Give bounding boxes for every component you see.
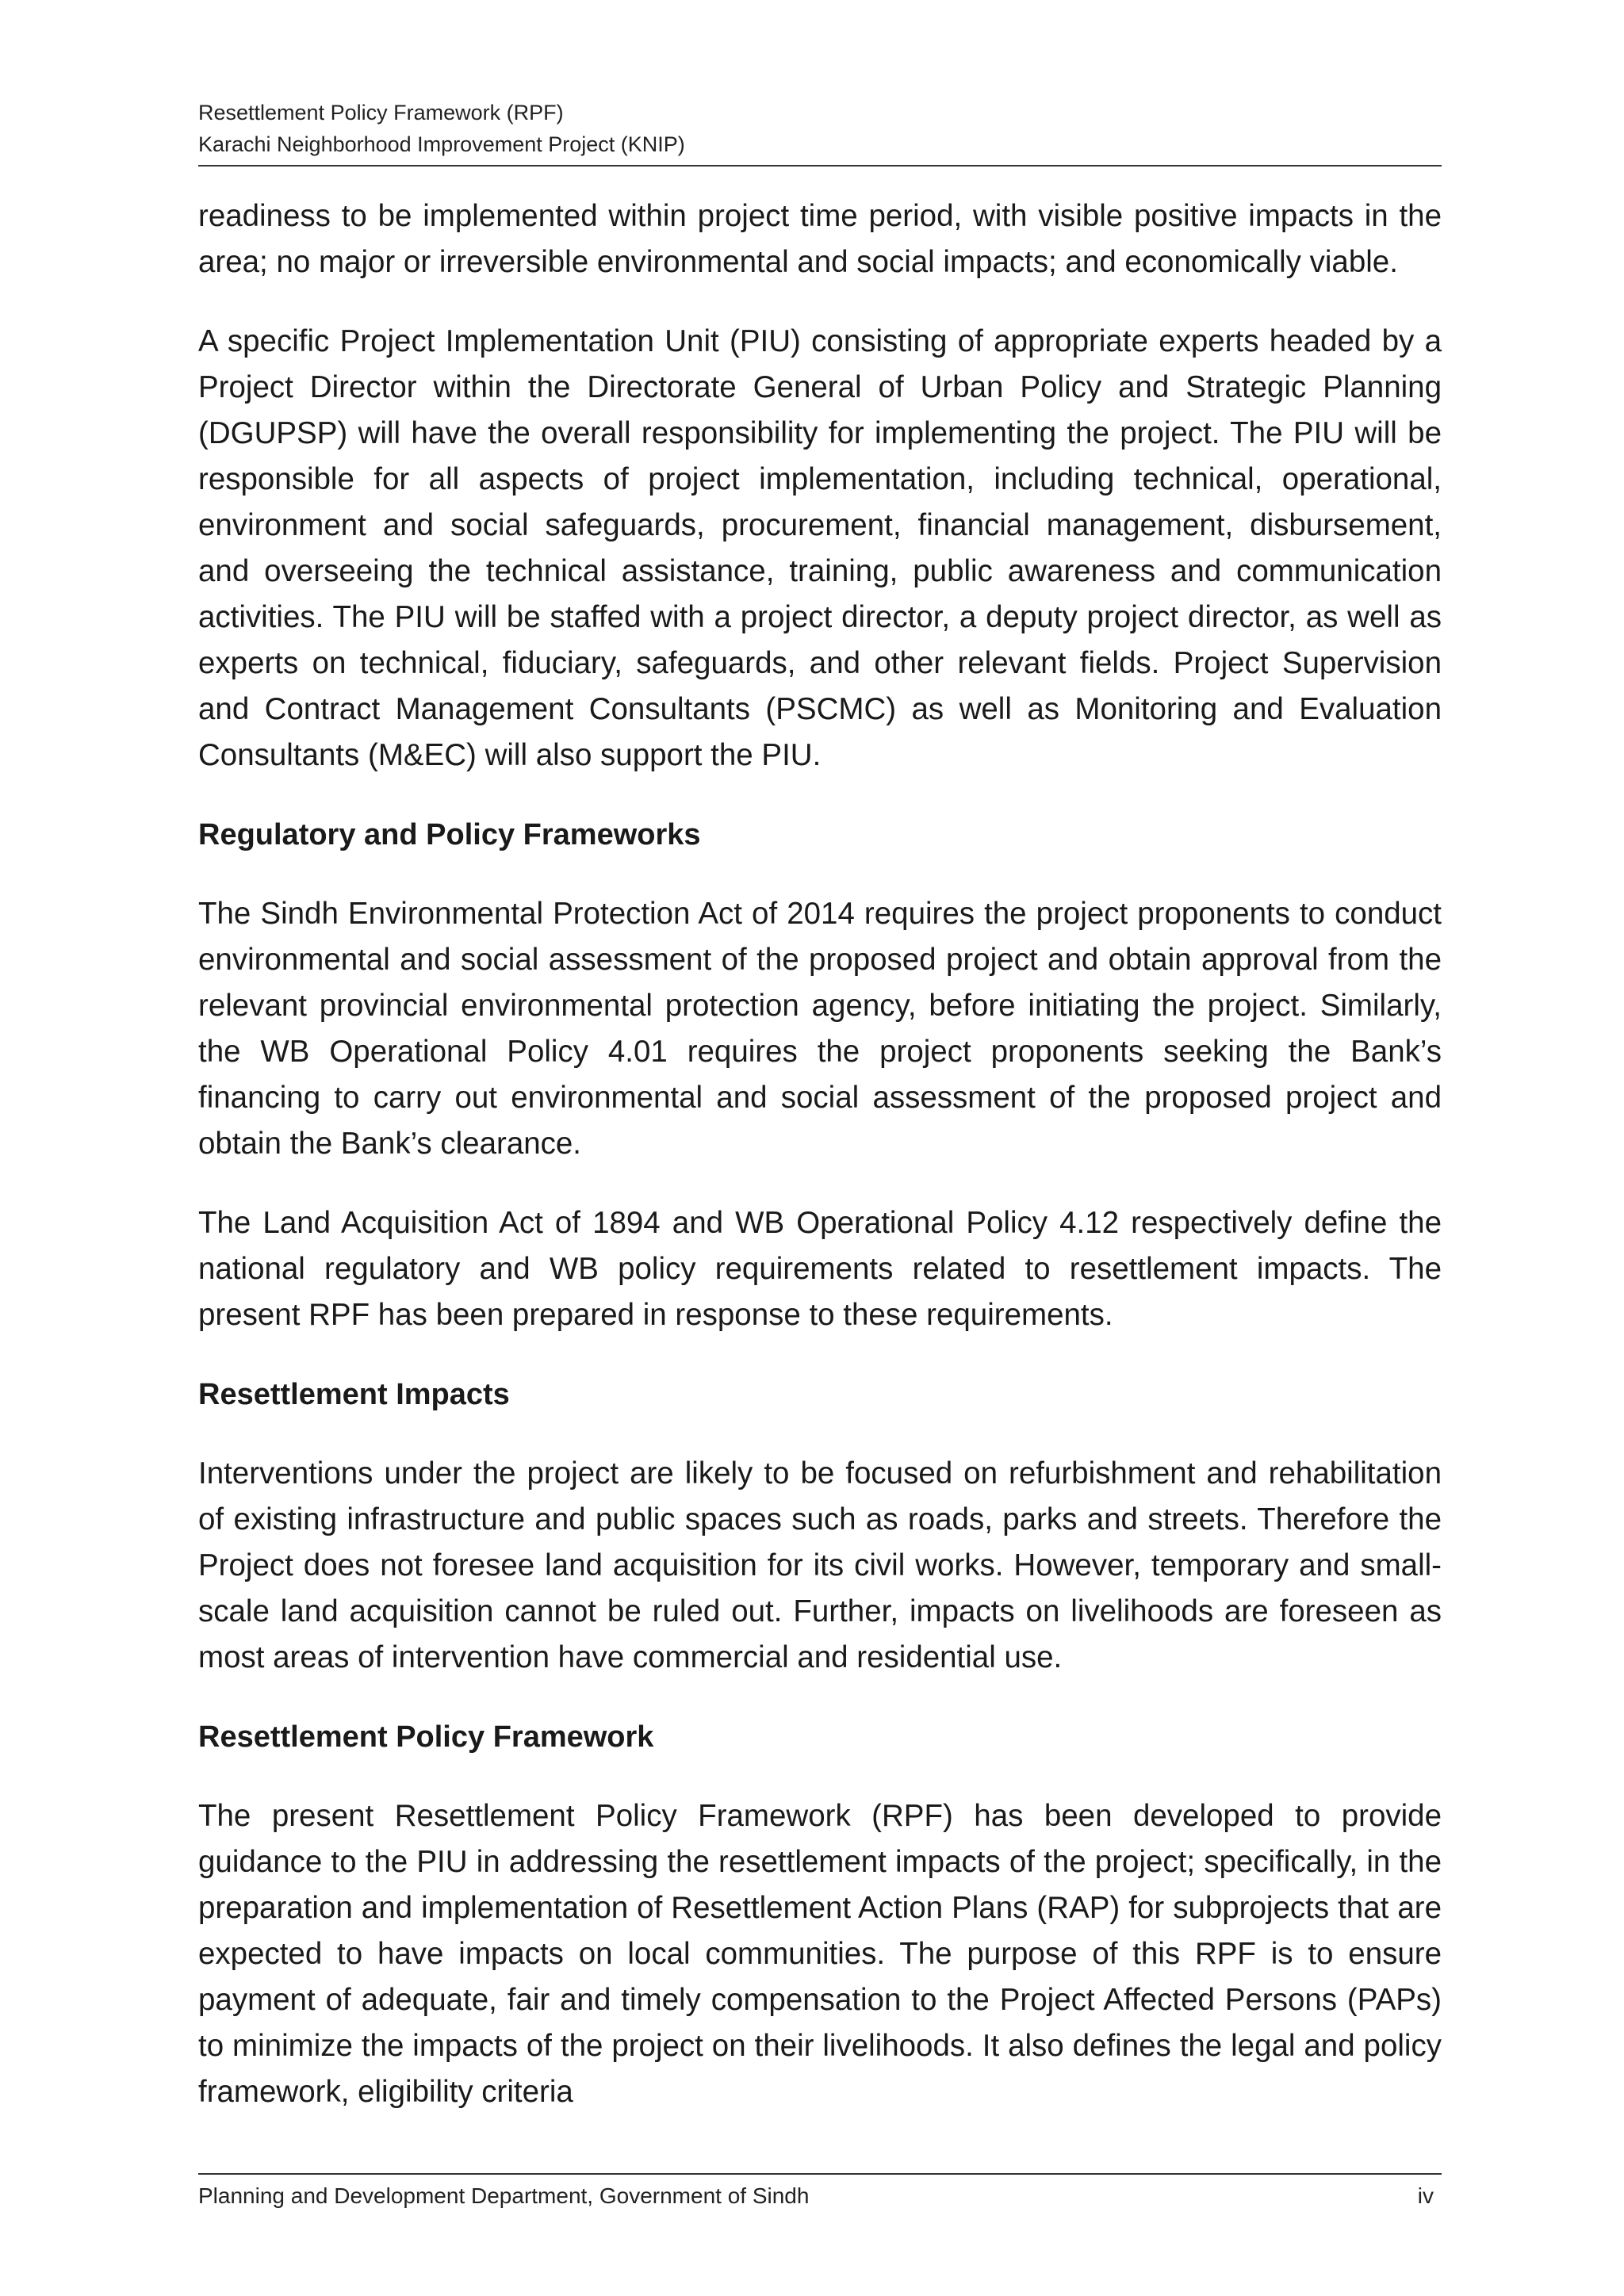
heading-resettlement-policy-framework: Resettlement Policy Framework bbox=[198, 1720, 654, 1754]
body-content bbox=[198, 193, 1442, 2149]
footer-divider bbox=[198, 2173, 1442, 2175]
paragraph-piu: A specific Project Implementation Unit (PIU) consisting of appropriate experts headed by a Project Director within the Directorate General of Urban Policy and Strategic Planning (DGUPSP) will have the overall responsibility for implementing the project. The PIU will be responsible for all aspects of project implementation, including technical, operational, environment and social safeguards, procurement, financial management, disbursement, and overseeing the technical assistance, training, public awareness and communication activities. The PIU will be staffed with a project director, a deputy project director, as well as experts on technical, fiduciary, safeguards, and other relevant fields. Project Supervision and Contract Management Consultants (PSCMC) as well as Monitoring and Evaluation Consultants (M&EC) will also support the PIU. bbox=[198, 324, 1442, 772]
header-project-title: Karachi Neighborhood Improvement Project (KNIP) bbox=[198, 132, 685, 156]
running-header bbox=[198, 97, 1442, 160]
heading-regulatory-frameworks: Regulatory and Policy Frameworks bbox=[198, 818, 701, 851]
footer-department: Planning and Development Department, Government of Sindh bbox=[198, 2183, 810, 2208]
page-number: iv bbox=[1417, 2183, 1434, 2208]
header-divider bbox=[198, 165, 1442, 166]
paragraph-rpf-purpose: The present Resettlement Policy Framework (RPF) has been developed to provide guidance to the PIU in addressing the resettlement impacts of the project; specifically, in the preparation and implementation of Resettlement Action Plans (RAP) for subprojects that are expected to have impacts on local communities. The purpose of this RPF is to ensure payment of adequate, fair and timely compensation to the Project Affected Persons (PAPs) to minimize the impacts of the project on their livelihoods. It also defines the legal and policy framework, eligibility criteria bbox=[198, 1799, 1442, 2109]
paragraph-interventions: Interventions under the project are likely to be focused on refurbishment and rehabilitation of existing infrastructure and public spaces such as roads, parks and streets. Therefore the Project does not foresee land acquisition for its civil works. However, temporary and small-scale land acquisition cannot be ruled out. Further, impacts on livelihoods are foreseen as most areas of intervention have commercial and residential use. bbox=[198, 1456, 1442, 1674]
running-footer bbox=[198, 2179, 1442, 2213]
paragraph-land-acquisition-act: The Land Acquisition Act of 1894 and WB Operational Policy 4.12 respectively define the national regulatory and WB policy requirements related to resettlement impacts. The present RPF has been prepared in response to these requirements. bbox=[198, 1206, 1442, 1332]
header-document-title: Resettlement Policy Framework (RPF) bbox=[198, 101, 564, 124]
paragraph-project-readiness: readiness to be implemented within project time period, with visible positive impacts in the area; no major or irreversible environmental and social impacts; and economically viable. bbox=[198, 199, 1442, 279]
paragraph-sindh-epa: The Sindh Environmental Protection Act of 2014 requires the project proponents to conduct environmental and social assessment of the proposed project and obtain approval from the relevant provincial environmental protection agency, before initiating the project. Similarly, the WB Operational Policy 4.01 requires the project proponents seeking the Bank’s financing to carry out environmental and social assessment of the proposed project and obtain the Bank’s clearance. bbox=[198, 897, 1442, 1161]
heading-resettlement-impacts: Resettlement Impacts bbox=[198, 1378, 510, 1411]
